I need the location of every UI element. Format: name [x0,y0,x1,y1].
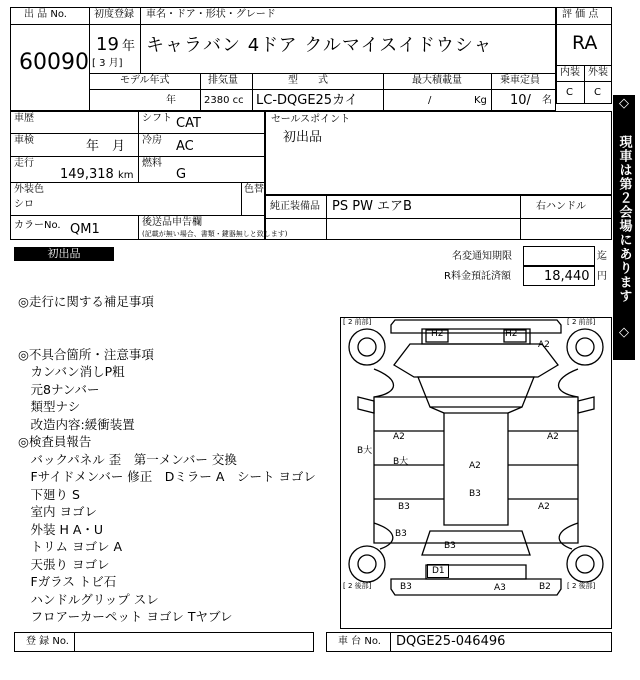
inspection-notes [18,292,318,625]
registration-no-label: 登 録 No. [26,636,69,647]
damage-mark: A2 [393,432,405,442]
shift-label: シフト [142,113,172,124]
corner-front-left: [ 2 前部] [343,318,372,326]
interior-grade-label: 内装 [560,67,580,78]
inspection-value: 年 月 [86,139,126,154]
first-registration-year: 19 [96,34,119,55]
rating-score: RA [572,32,598,54]
aftermarket-note: (記載が無い場合、書類・鍵器無しと致します) [142,230,288,238]
max-load-label: 最大積載量 [412,75,462,86]
history-label: 車歴 [14,113,34,124]
damage-mark: B3 [398,502,410,512]
damage-mark: H2 [505,329,518,339]
side-note-text: 現車は第２会場にあります [616,135,632,303]
year-unit: 年 [122,39,136,54]
damage-mark: A2 [469,461,481,471]
damage-mark: B3 [444,541,456,551]
mileage-label: 走行 [14,158,34,169]
fuel-value: G [176,167,187,182]
damage-mark: A2 [547,432,559,442]
note-line: フロアーカーペット ヨゴレ Tヤブレ [18,609,233,624]
damage-mark: B3 [400,582,412,592]
damage-mark: B3 [395,529,407,539]
note-line: ◎不具合箇所・注意事項 [18,346,154,362]
exterior-grade-label: 外装 [588,67,608,78]
side-note-top: ◇ [619,96,629,111]
seating-capacity: 10/ [510,93,531,108]
damage-mark: B大 [393,457,409,467]
lot-number-label: 出 品 No. [24,9,67,20]
note-line: バックパネル 歪 第一メンバー 交換 [18,451,237,467]
car-name-label: 車名・ドア・形状・グレード [146,9,276,20]
note-line: ◎走行に関する補足事項 [18,294,154,309]
first-registration-label: 初度登録 [94,9,134,20]
damage-mark: B3 [469,489,481,499]
note-line: 外装 H A・U [18,521,104,537]
recycle-fee-value: 18,440 [544,269,590,284]
model-year-unit: 年 [166,95,176,106]
type-label: 型 式 [288,75,328,86]
ac-label: 冷房 [142,135,162,146]
displacement-label: 排気量 [208,75,238,86]
damage-mark: A2 [538,340,550,350]
car-name: キャラバン 4ドア クルマイスイドウシャ [146,35,493,56]
note-line: 下廻り S [18,486,80,502]
capacity-label: 乗車定員 [500,75,540,86]
outer-color-label: 外装色 [14,184,44,195]
note-line: 元8ナンバー [18,381,100,397]
sales-point-label: セールスポイント [271,114,351,125]
capacity-unit: 名 [542,95,552,106]
recycle-fee-label: R料金預託済額 [444,271,511,282]
vehicle-type: LC-DQGE25カイ [256,93,358,108]
first-listing-banner: 初出品 [14,247,114,261]
recycle-fee-unit: 円 [597,271,607,282]
steering-value: 右ハンドル [536,201,586,212]
damage-mark: B2 [539,582,551,592]
color-change-label: 色替 [244,184,264,195]
mileage-value: 149,318 [60,167,114,182]
outer-color-value: シロ [14,199,34,210]
rating-label: 評 価 点 [562,9,599,20]
color-no-label: カラーNo. [14,220,61,231]
max-load-unit: Kg [474,95,487,106]
equipment-label: 純正装備品 [270,201,320,212]
sales-point-text: 初出品 [283,130,323,145]
ac-value: AC [176,139,194,154]
damage-mark: H2 [431,329,444,339]
lot-number: 60090 [19,50,89,75]
note-line: カンバン消しP粗 [18,364,125,379]
corner-front-right: [ 2 前部] [567,318,596,326]
corner-rear-left: [ 2 後部] [343,582,372,590]
note-line: ◎検査員報告 [18,434,92,449]
note-line: 改造内容:緩衝装置 [18,416,135,432]
inspection-label: 車検 [14,135,34,146]
note-line: 類型ナシ [18,399,81,414]
mileage-unit: km [118,170,134,181]
note-line: トリム ヨゴレ A [18,539,122,554]
shift-value: CAT [176,116,201,131]
equipment-value: PS PW エアB [332,199,412,214]
note-line: ハンドルグリップ スレ [18,591,159,607]
corner-rear-right: [ 2 後部] [567,582,596,590]
note-line: 室内 ヨゴレ [18,504,97,519]
max-load-separator: / [428,95,432,106]
damage-mark: D1 [432,566,445,576]
exterior-grade: C [594,87,601,98]
color-no-value: QM1 [70,222,100,237]
note-line [18,327,318,345]
note-line: Fサイドメンバー 修正 Dミラー A シート ヨゴレ [18,469,316,484]
note-line: Fガラス トビ石 [18,574,117,589]
chassis-no-label: 車 台 No. [338,636,381,647]
note-line: 天張り ヨゴレ [18,556,110,572]
notice-deadline-box [523,246,595,266]
side-note-bottom: ◇ [619,325,629,340]
damage-mark: B大 [357,446,373,456]
chassis-no-value: DQGE25-046496 [396,634,506,649]
fuel-label: 燃料 [142,158,162,169]
side-note [613,95,635,360]
displacement: 2380 cc [204,95,244,106]
damage-mark: A2 [538,502,550,512]
note-line [18,310,318,328]
interior-grade: C [566,87,573,98]
damage-mark: A3 [494,583,506,593]
aftermarket-label: 後送品申告欄 [142,217,202,228]
model-year-label: モデル年式 [120,75,170,86]
notice-deadline-unit: 迄 [597,251,607,262]
notice-deadline-label: 名変通知期限 [452,251,512,262]
first-registration-month: [ 3 月] [92,58,123,69]
